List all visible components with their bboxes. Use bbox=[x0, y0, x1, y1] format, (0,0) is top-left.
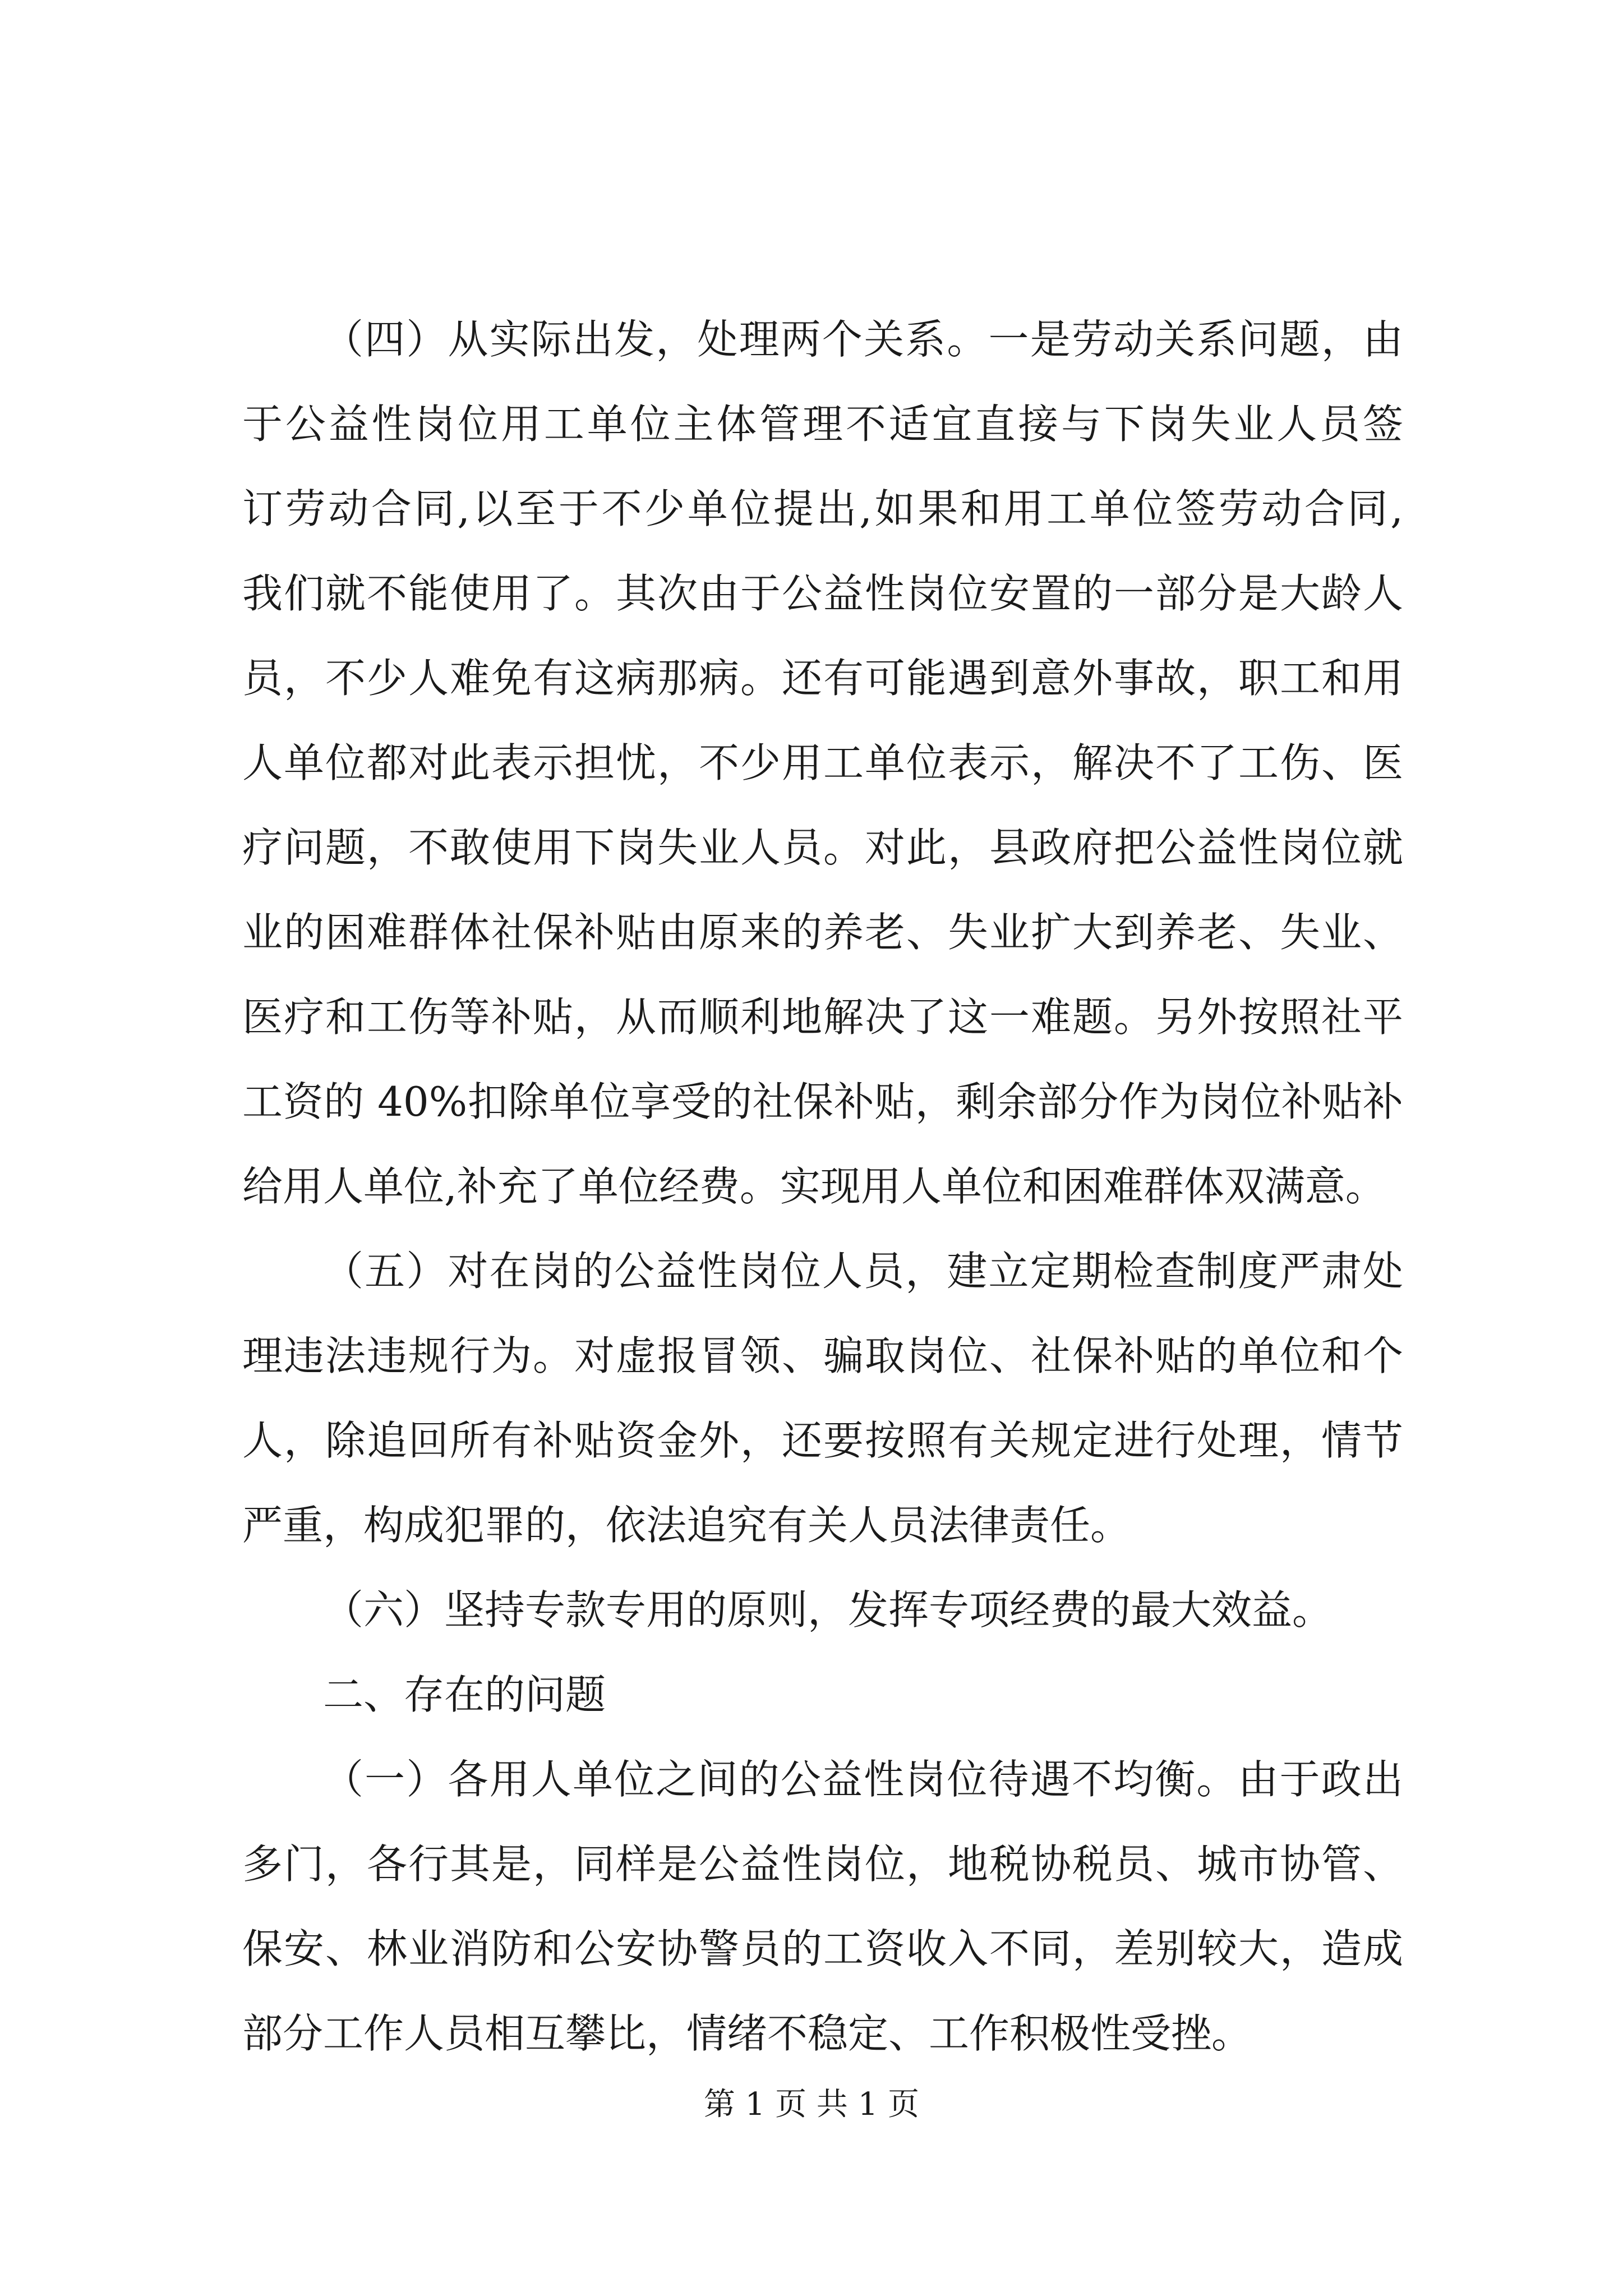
section-heading: 二、存在的问题 bbox=[323, 1671, 606, 1718]
paragraph-line: 给用人单位,补充了单位经费。实现用人单位和困难群体双满意。 bbox=[242, 1163, 1386, 1210]
paragraph-line: 于公益性岗位用工单位主体管理不适宜直接与下岗失业人员签 bbox=[242, 401, 1403, 448]
paragraph-line: 严重，构成犯罪的，依法追究有关人员法律责任。 bbox=[242, 1502, 1131, 1549]
page-footer bbox=[0, 2082, 1623, 2127]
paragraph-line: 我们就不能使用了。其次由于公益性岗位安置的一部分是大龄人 bbox=[242, 570, 1403, 617]
paragraph-line: 多门，各行其是，同样是公益性岗位，地税协税员、城市协管、 bbox=[242, 1841, 1403, 1888]
paragraph-line: 人单位都对此表示担忧，不少用工单位表示，解决不了工伤、医 bbox=[242, 739, 1403, 786]
paragraph-line: 医疗和工伤等补贴，从而顺利地解决了这一难题。另外按照社平 bbox=[242, 993, 1403, 1041]
paragraph-line: 人，除追回所有补贴资金外，还要按照有关规定进行处理，情节 bbox=[242, 1417, 1403, 1464]
paragraph-line: 保安、林业消防和公安协警员的工资收入不同，差别较大，造成 bbox=[242, 1925, 1403, 1972]
paragraph-line: 业的困难群体社保补贴由原来的养老、失业扩大到养老、失业、 bbox=[242, 909, 1403, 956]
page-number-label: 第 1 页 共 1 页 bbox=[703, 2086, 920, 2123]
paragraph-line: 部分工作人员相互攀比，情绪不稳定、工作积极性受挫。 bbox=[242, 2010, 1252, 2057]
paragraph-line: （一）各用人单位之间的公益性岗位待遇不均衡。由于政出 bbox=[323, 1756, 1403, 1803]
paragraph-line: （四）从实际出发，处理两个关系。一是劳动关系问题，由 bbox=[323, 316, 1403, 363]
paragraph-line: 理违法违规行为。对虚报冒领、骗取岗位、社保补贴的单位和个 bbox=[242, 1332, 1403, 1379]
paragraph-line: 员，不少人难免有这病那病。还有可能遇到意外事故，职工和用 bbox=[242, 655, 1403, 702]
paragraph-line: （六）坚持专款专用的原则，发挥专项经费的最大效益。 bbox=[323, 1586, 1333, 1634]
paragraph-line: 工资的 40%扣除单位享受的社保补贴，剩余部分作为岗位补贴补 bbox=[242, 1078, 1403, 1125]
paragraph-line: 订劳动合同,以至于不少单位提出,如果和用工单位签劳动合同, bbox=[242, 485, 1403, 532]
document-body bbox=[242, 297, 1403, 2076]
paragraph-line: 疗问题，不敢使用下岗失业人员。对此，县政府把公益性岗位就 bbox=[242, 824, 1403, 871]
paragraph-line: （五）对在岗的公益性岗位人员，建立定期检查制度严肃处 bbox=[323, 1248, 1403, 1295]
